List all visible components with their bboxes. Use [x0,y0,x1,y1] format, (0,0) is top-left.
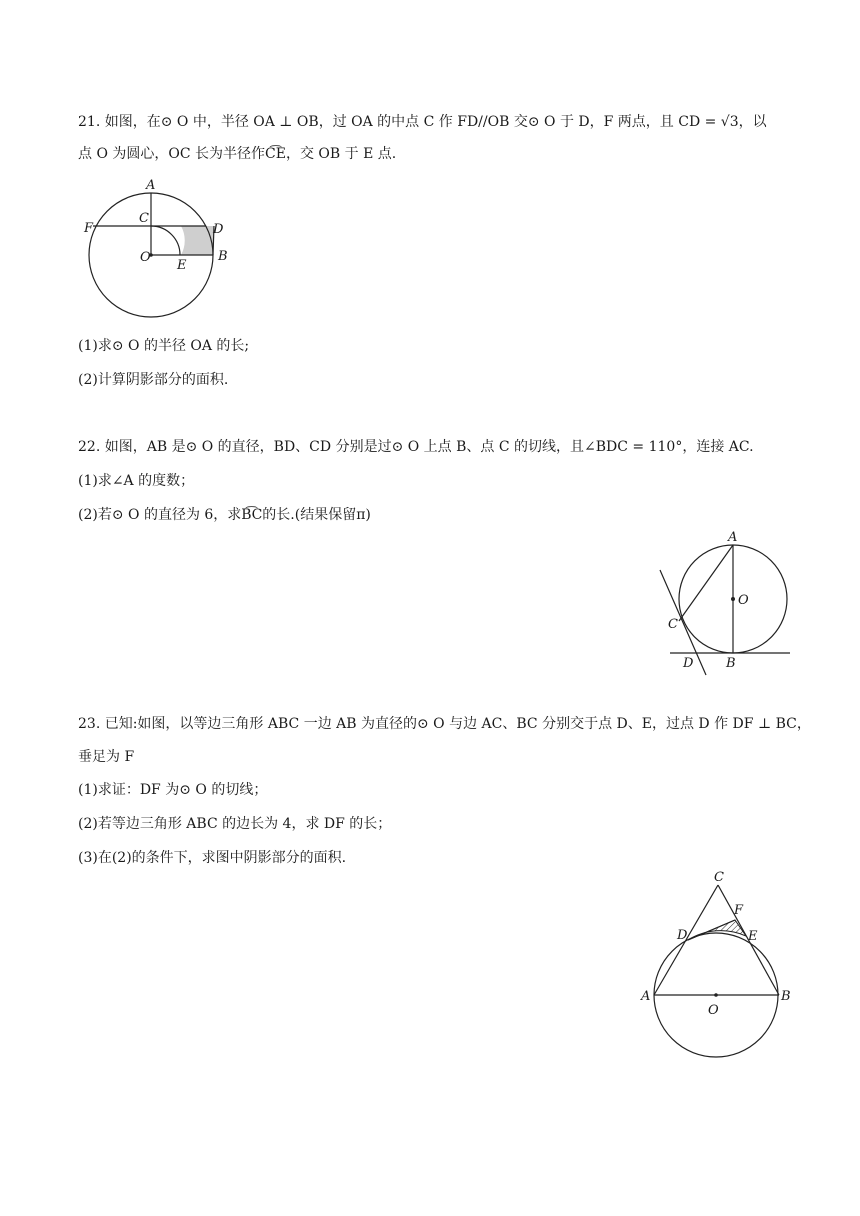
problem-21-figure [78,176,248,321]
label-O-22: O [738,593,749,608]
label-O-23: O [708,1003,719,1018]
problem-23-question-3: (3)在(2)的条件下，求图中阴影部分的面积. [78,850,347,866]
label-A-22: A [728,530,738,545]
problem-23-line-1: 23. 已知:如图，以等边三角形 ABC 一边 AB 为直径的⊙ O 与边 AC、BC 分别交于点 D、E，过点 D 作 DF ⊥ BC， [78,716,811,732]
label-F-21: F [84,221,94,236]
label-D-22: D [683,656,694,671]
problem-23-question-1: (1)求证：DF 为⊙ O 的切线； [78,782,268,798]
label-E-23: E [748,929,758,944]
label-D-21: D [213,222,224,237]
problem-23-question-2: (2)若等边三角形 ABC 的边长为 4，求 DF 的长； [78,816,392,832]
label-B-23: B [781,989,791,1004]
label-O-21: O [140,250,151,265]
shaded-region-21 [181,226,214,255]
label-C-22: C [668,617,678,632]
label-B-22: B [726,656,736,671]
label-C-21: C [139,211,149,226]
label-A-21: A [146,178,156,193]
problem-21-line-1: 21. 如图，在⊙ O 中，半径 OA ⊥ OB，过 OA 的中点 C 作 FD//OB 交⊙ O 于 D，F 两点，且 CD = √3，以 [78,114,767,130]
label-E-21: E [177,258,187,273]
problem-22-question-2: (2)若⊙ O 的直径为 6，求B͡C的长.(结果保留π) [78,507,371,523]
label-A-23: A [641,989,651,1004]
label-F-23: F [734,903,744,918]
problem-22-figure [650,525,800,685]
label-D-23: D [677,928,688,943]
problem-23-figure [636,868,806,1068]
label-C-23: C [714,870,724,885]
problem-21-question-2: (2)计算阴影部分的面积. [78,372,229,388]
label-B-21: B [218,249,228,264]
problem-21-line-2: 点 O 为圆心，OC 长为半径作C͡E，交 OB 于 E 点. [78,146,397,162]
problem-22-question-1: (1)求∠A 的度数； [78,473,195,489]
problem-23-line-2: 垂足为 F [78,749,135,765]
problem-21-question-1: (1)求⊙ O 的半径 OA 的长; [78,338,250,354]
problem-22-line-1: 22. 如图，AB 是⊙ O 的直径，BD、CD 分别是过⊙ O 上点 B、点 C 的切线，且∠BDC = 110°，连接 AC. [78,439,754,455]
